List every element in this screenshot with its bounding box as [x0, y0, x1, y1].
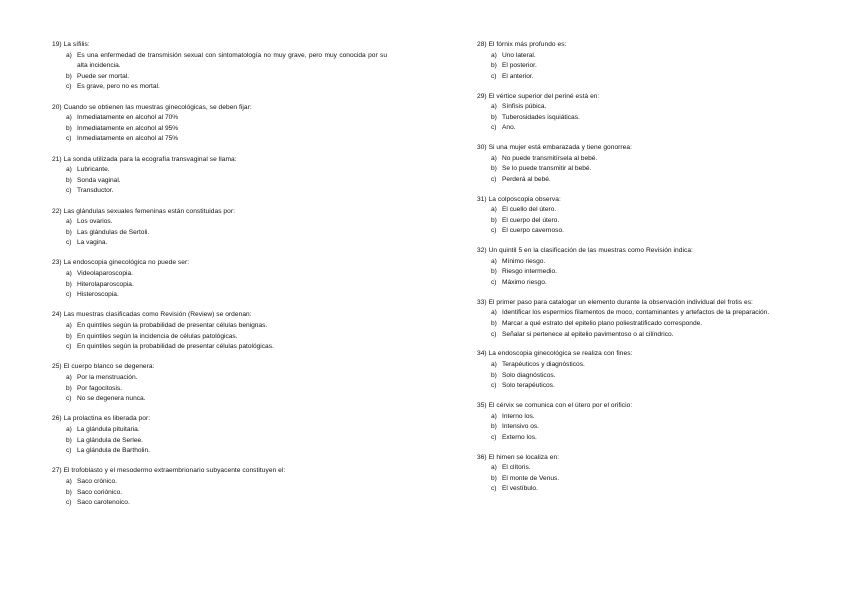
- option-text: Uno lateral.: [502, 51, 536, 59]
- right-question-column: [477, 40, 808, 495]
- option-letter: c): [491, 382, 497, 390]
- option-text: Mínimo riesgo.: [502, 257, 546, 265]
- answer-option: [52, 217, 387, 228]
- answer-options: [477, 308, 808, 340]
- question-number: 22): [52, 207, 62, 215]
- option-text: Saco crónico.: [77, 477, 117, 485]
- answer-option: [477, 205, 808, 216]
- option-text: Perderá al bebé.: [502, 175, 551, 183]
- option-letter: c): [491, 124, 497, 132]
- question-number: 30): [477, 144, 487, 152]
- option-text: La glándula pituitaria.: [77, 425, 140, 433]
- option-letter: c): [66, 499, 72, 507]
- answer-options: [477, 51, 808, 83]
- question-title: [477, 246, 808, 257]
- option-text: Señalar si pertenece al epitelio pavimentoso o al cilíndrico.: [502, 330, 674, 338]
- answer-option: [477, 433, 808, 444]
- question-title: [52, 207, 387, 218]
- question-title: [477, 298, 808, 309]
- answer-options: [477, 463, 808, 495]
- option-letter: b): [66, 332, 72, 340]
- answer-option: [52, 373, 387, 384]
- question-number: 26): [52, 415, 62, 423]
- answer-option: [477, 164, 808, 175]
- option-letter: c): [66, 291, 72, 299]
- answer-option: [477, 123, 808, 134]
- option-letter: a): [66, 114, 72, 122]
- question-text: La endoscopia ginecológica no puede ser:: [63, 259, 190, 267]
- option-text: Marcar a qué estrato del epitelio plano poliestratificado corresponde.: [502, 320, 703, 327]
- question-number: 21): [52, 155, 62, 163]
- question-title: [477, 349, 808, 360]
- option-letter: b): [491, 268, 497, 276]
- question-number: 23): [52, 259, 62, 267]
- option-letter: b): [66, 436, 72, 444]
- answer-options: [52, 321, 387, 353]
- option-letter: a): [491, 206, 497, 214]
- question-text: El primer paso para catalogar un elemento durante la observación individual del frotis es:: [488, 298, 753, 306]
- option-letter: c): [491, 227, 497, 235]
- question-text: La prolactina es liberada por:: [63, 415, 151, 423]
- question-24: [52, 310, 387, 352]
- answer-option: [477, 371, 808, 382]
- question-text: La colposcopia observa:: [488, 195, 561, 203]
- option-text: Inmediatamente en alcohol al 75%: [77, 135, 179, 143]
- option-letter: b): [491, 320, 497, 327]
- answer-option: [52, 176, 387, 187]
- option-letter: c): [491, 433, 497, 441]
- option-letter: c): [66, 447, 72, 455]
- question-number: 36): [477, 453, 487, 461]
- option-letter: b): [66, 280, 72, 288]
- answer-options: [52, 51, 387, 93]
- answer-option: [52, 477, 387, 488]
- answer-option: [52, 290, 387, 301]
- question-title: [477, 143, 808, 154]
- option-text: Ano.: [502, 124, 516, 132]
- question-number: 25): [52, 363, 62, 371]
- option-text: Solo diagnósticos.: [502, 371, 556, 379]
- question-36: [477, 453, 808, 495]
- option-text: Histeroscopia.: [77, 291, 119, 299]
- answer-option: [52, 134, 387, 145]
- option-letter: c): [66, 135, 72, 143]
- question-33: [477, 298, 808, 340]
- option-letter: b): [66, 176, 72, 184]
- option-text: En quintiles según la incidencia de células patológicas.: [77, 332, 238, 340]
- question-title: [52, 414, 387, 425]
- question-35: [477, 401, 808, 443]
- answer-option: [52, 228, 387, 239]
- answer-option: [477, 257, 808, 268]
- answer-option: [477, 113, 808, 124]
- option-letter: b): [491, 62, 497, 70]
- option-letter: a): [491, 464, 497, 472]
- question-text: Un quintil 5 en la clasificación de las muestras como Revisión indica:: [488, 247, 693, 255]
- question-29: [477, 92, 808, 134]
- question-number: 33): [477, 298, 487, 306]
- question-32: [477, 246, 808, 288]
- option-text: La vagina.: [77, 239, 108, 247]
- option-text: Riesgo intermedio.: [502, 268, 557, 276]
- answer-option: [52, 425, 387, 436]
- answer-option: [52, 72, 387, 83]
- option-letter: a): [66, 51, 72, 59]
- question-title: [52, 466, 387, 477]
- option-letter: a): [66, 218, 72, 226]
- option-letter: b): [66, 384, 72, 392]
- answer-option: [477, 330, 808, 341]
- question-text: La sonda utilizada para la ecografía transvaginal se llama:: [63, 155, 237, 163]
- option-letter: a): [66, 322, 72, 330]
- option-letter: a): [491, 257, 497, 265]
- option-letter: a): [491, 309, 497, 317]
- option-letter: a): [66, 166, 72, 174]
- question-number: 24): [52, 311, 62, 319]
- question-34: [477, 349, 808, 391]
- question-title: [477, 195, 808, 206]
- answer-option: [52, 186, 387, 197]
- answer-options: [52, 113, 387, 145]
- answer-option: [477, 102, 808, 113]
- option-text: Por fagocitosis.: [77, 384, 123, 392]
- answer-option: [477, 319, 808, 330]
- answer-option: [52, 498, 387, 509]
- option-text: Inmediatamente en alcohol al 95%: [77, 124, 179, 132]
- option-text: El cuello del útero.: [502, 206, 557, 214]
- answer-option: [477, 216, 808, 227]
- option-text: Videolaparoscopia.: [77, 270, 133, 278]
- option-letter: b): [66, 228, 72, 236]
- option-text: Tuberosidades isquiáticas.: [502, 113, 580, 121]
- option-letter: c): [66, 187, 72, 195]
- left-question-column: [52, 40, 387, 509]
- question-31: [477, 195, 808, 237]
- option-letter: b): [491, 423, 497, 431]
- question-26: [52, 414, 387, 456]
- answer-option: [477, 422, 808, 433]
- answer-option: [477, 278, 808, 289]
- answer-options: [477, 412, 808, 444]
- answer-options: [52, 269, 387, 301]
- option-text: Hiterolaparoscopia.: [77, 280, 134, 288]
- question-title: [477, 453, 808, 464]
- question-text: El vértice superior del periné está en:: [488, 92, 600, 100]
- answer-option: [52, 342, 387, 353]
- option-letter: a): [491, 154, 497, 162]
- option-text: Saco carotenoico.: [77, 499, 130, 507]
- question-text: La endoscopia ginecológica se realiza con fines:: [488, 350, 633, 358]
- answer-options: [52, 477, 387, 509]
- answer-option: [52, 436, 387, 447]
- option-letter: a): [66, 270, 72, 278]
- question-text: Cuando se obtienen las muestras ginecológicas, se deben fijar:: [63, 103, 252, 111]
- option-letter: b): [66, 72, 72, 80]
- option-text: Es grave, pero no es mortal.: [77, 83, 160, 91]
- answer-option: [477, 226, 808, 237]
- option-letter: c): [66, 239, 72, 247]
- option-letter: c): [491, 72, 497, 80]
- answer-option: [477, 154, 808, 165]
- answer-option: [477, 360, 808, 371]
- option-text: Los ovarios.: [77, 218, 113, 226]
- answer-option: [52, 51, 387, 72]
- answer-option: [477, 484, 808, 495]
- answer-option: [52, 321, 387, 332]
- option-text: Las glándulas de Sertoli.: [77, 228, 150, 236]
- question-19: [52, 40, 387, 93]
- option-letter: a): [491, 103, 497, 111]
- answer-option: [52, 238, 387, 249]
- option-letter: c): [66, 343, 72, 351]
- option-text: El cuerpo cavernoso.: [502, 227, 564, 235]
- question-text: La sífilis:: [63, 41, 90, 48]
- question-title: [477, 401, 808, 412]
- option-letter: a): [66, 425, 72, 433]
- option-letter: a): [491, 412, 497, 420]
- question-number: 32): [477, 247, 487, 255]
- answer-option: [477, 51, 808, 62]
- option-text: Terapéuticos y diagnósticos.: [502, 360, 585, 368]
- option-text: Transductor.: [77, 187, 114, 195]
- option-letter: b): [491, 474, 497, 482]
- option-text: Lubricante.: [77, 166, 110, 174]
- question-22: [52, 207, 387, 249]
- answer-option: [477, 267, 808, 278]
- answer-options: [477, 154, 808, 186]
- option-text: El monte de Venus.: [502, 474, 560, 482]
- answer-options: [477, 205, 808, 237]
- answer-option: [52, 124, 387, 135]
- answer-options: [52, 165, 387, 197]
- question-28: [477, 40, 808, 82]
- answer-option: [52, 446, 387, 457]
- answer-option: [477, 175, 808, 186]
- option-letter: b): [491, 371, 497, 379]
- option-text: No se degenera nunca.: [77, 395, 146, 403]
- option-letter: a): [491, 360, 497, 368]
- question-number: 35): [477, 401, 487, 409]
- question-text: El trofoblasto y el mesodermo extraembrionario subyacente constituyen el:: [63, 467, 286, 475]
- option-text: El clítoris.: [502, 464, 531, 472]
- question-title: [52, 155, 387, 166]
- option-text: La glándula de Bartholin.: [77, 447, 150, 455]
- question-text: El cérvix se comunica con el útero por el orificio:: [488, 401, 633, 409]
- option-letter: b): [66, 124, 72, 132]
- option-text: Puede ser mortal.: [77, 72, 130, 80]
- option-letter: c): [66, 395, 72, 403]
- option-letter: b): [491, 113, 497, 121]
- option-letter: a): [66, 477, 72, 485]
- question-30: [477, 143, 808, 185]
- question-number: 31): [477, 195, 487, 203]
- option-letter: c): [491, 330, 497, 338]
- option-text: El cuerpo del útero.: [502, 216, 560, 224]
- option-text: Es una enfermedad de transmisión sexual con sintomatología no muy grave, pero muy conocida por su alta incidencia.: [77, 51, 387, 70]
- question-text: El cuerpo blanco se degenera:: [63, 363, 155, 371]
- answer-option: [52, 332, 387, 343]
- option-letter: b): [491, 216, 497, 224]
- option-letter: a): [66, 374, 72, 381]
- option-text: Por la menstruación.: [77, 374, 138, 381]
- option-text: Intensivo os.: [502, 423, 540, 431]
- question-title: [52, 310, 387, 321]
- option-text: El anterior.: [502, 72, 534, 80]
- answer-option: [52, 394, 387, 405]
- option-text: La glándula de Serlee.: [77, 436, 143, 444]
- question-25: [52, 362, 387, 404]
- answer-options: [477, 360, 808, 392]
- option-letter: b): [491, 165, 497, 173]
- question-text: El himen se localiza en:: [488, 453, 560, 461]
- option-text: Saco coriónico.: [77, 488, 123, 496]
- option-text: Se lo puede transmitir al bebé.: [502, 165, 592, 173]
- answer-option: [52, 165, 387, 176]
- question-title: [52, 362, 387, 373]
- question-number: 28): [477, 41, 487, 48]
- option-text: Sínfisis púbica.: [502, 103, 547, 111]
- answer-option: [52, 488, 387, 499]
- answer-option: [52, 280, 387, 291]
- answer-options: [52, 373, 387, 405]
- option-text: En quintiles según la probabilidad de presentar células patológicas.: [77, 343, 274, 351]
- option-letter: c): [491, 279, 497, 287]
- question-23: [52, 258, 387, 300]
- answer-options: [52, 217, 387, 249]
- option-text: El posterior.: [502, 62, 537, 70]
- question-title: [52, 103, 387, 114]
- option-text: Solo terapéuticos.: [502, 382, 555, 390]
- option-text: Identificar los espermios filamentos de moco, contaminantes y artefactos de la preparación.: [502, 309, 770, 317]
- question-title: [477, 92, 808, 103]
- answer-option: [477, 463, 808, 474]
- option-text: Interno los.: [502, 412, 535, 420]
- option-text: Externo los.: [502, 433, 537, 441]
- answer-option: [52, 82, 387, 93]
- answer-option: [477, 412, 808, 423]
- question-number: 29): [477, 92, 487, 100]
- option-letter: b): [66, 488, 72, 496]
- answer-option: [52, 113, 387, 124]
- answer-option: [52, 269, 387, 280]
- option-text: Sonda vaginal.: [77, 176, 121, 184]
- answer-option: [477, 381, 808, 392]
- question-number: 19): [52, 41, 62, 48]
- answer-option: [477, 308, 808, 319]
- answer-option: [477, 61, 808, 72]
- question-title: [477, 40, 808, 51]
- answer-options: [477, 257, 808, 289]
- question-20: [52, 103, 387, 145]
- answer-options: [52, 425, 387, 457]
- question-text: El fórnix más profundo es:: [488, 41, 567, 48]
- question-number: 27): [52, 467, 62, 475]
- question-text: Las muestras clasificadas como Revisión (Review) se ordenan:: [63, 311, 252, 319]
- option-letter: c): [491, 485, 497, 493]
- option-text: En quintiles según la probabilidad de presentar células benignas.: [77, 322, 268, 330]
- question-number: 34): [477, 350, 487, 358]
- option-letter: c): [66, 83, 72, 91]
- option-text: Inmediatamente en alcohol al 70%: [77, 114, 179, 122]
- question-21: [52, 155, 387, 197]
- question-title: [52, 40, 387, 51]
- question-text: Si una mujer está embarazada y tiene gonorrea:: [488, 144, 632, 152]
- answer-option: [477, 474, 808, 485]
- answer-option: [477, 72, 808, 83]
- option-letter: a): [491, 51, 497, 59]
- option-letter: c): [491, 175, 497, 183]
- question-27: [52, 466, 387, 508]
- question-number: 20): [52, 103, 62, 111]
- question-title: [52, 258, 387, 269]
- question-text: Las glándulas sexuales femeninas están constituidas por:: [63, 207, 235, 215]
- option-text: No puede transmitírsela al bebé.: [502, 154, 598, 162]
- answer-option: [52, 384, 387, 395]
- option-text: El vestíbulo.: [502, 485, 538, 493]
- option-text: Máximo riesgo.: [502, 279, 547, 287]
- answer-options: [477, 102, 808, 134]
